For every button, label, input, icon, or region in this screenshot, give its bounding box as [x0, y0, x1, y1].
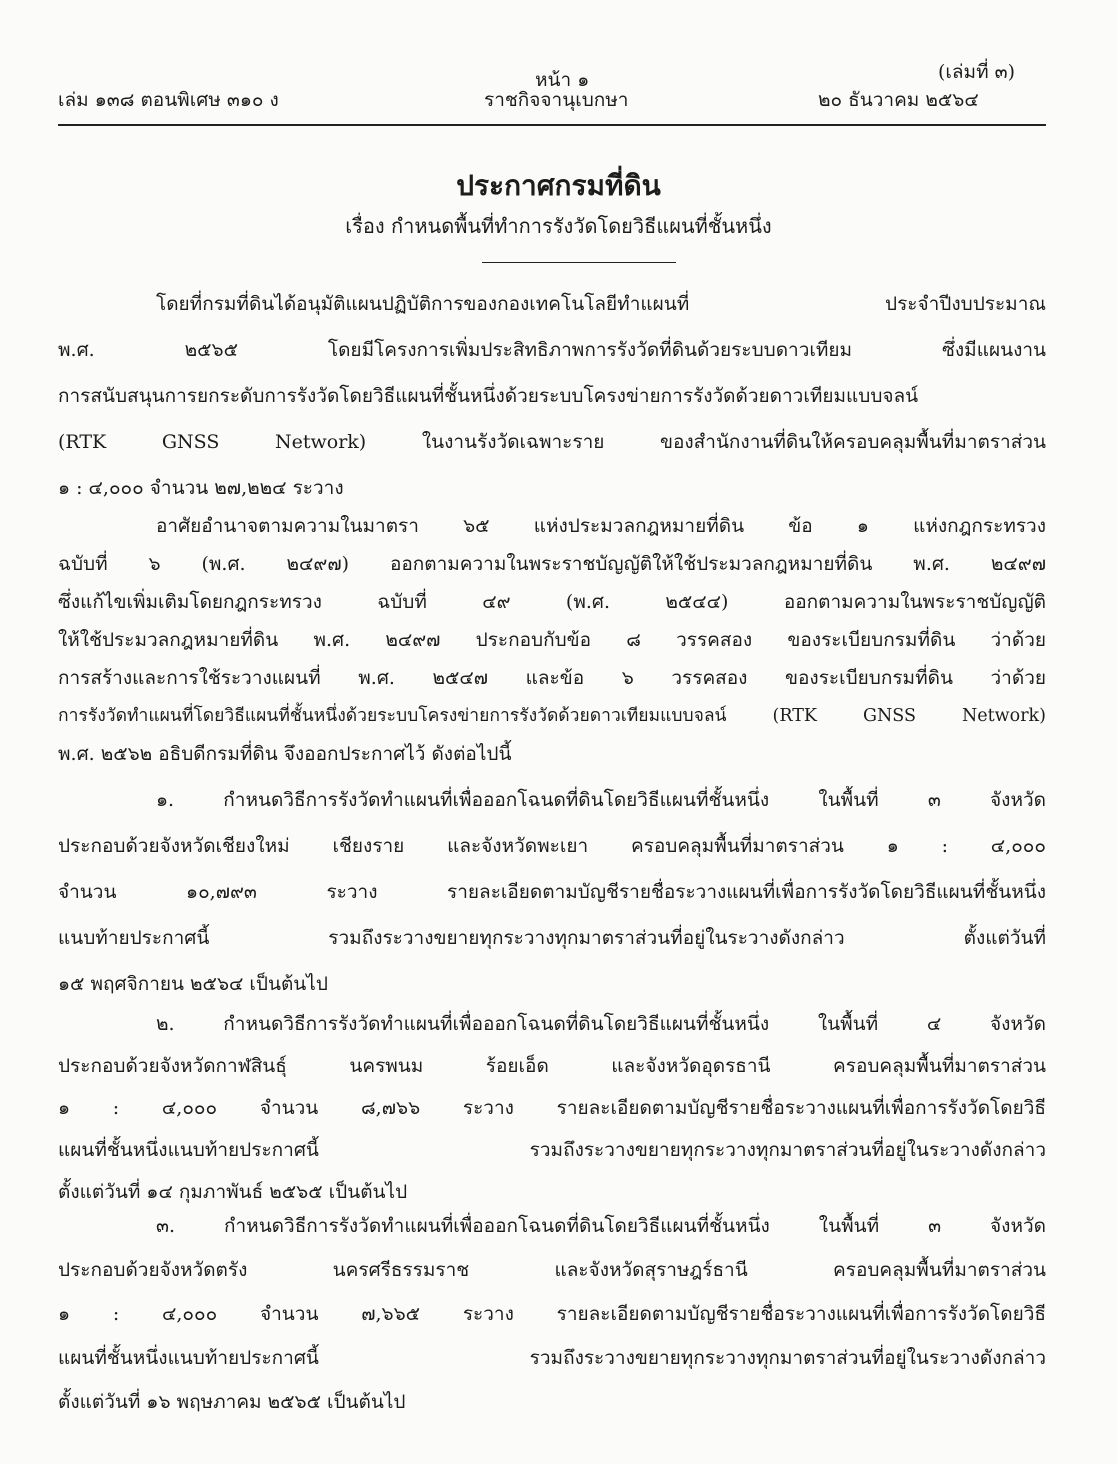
- clause-1-line: ประกอบด้วยจังหวัดเชียงใหม่ เชียงราย และจังหวัดพะเยา ครอบคลุมพื้นที่มาตราส่วน ๑ : ๔,๐๐๐: [58, 835, 1046, 857]
- clause-1-line: ๑. กำหนดวิธีการรังวัดทำแผนที่เพื่อออกโฉนดที่ดินโดยวิธีแผนที่ชั้นหนึ่ง ในพื้นที่ ๓ จังหวัด: [156, 789, 1046, 811]
- paragraph-line: ให้ใช้ประมวลกฎหมายที่ดิน พ.ศ. ๒๔๙๗ ประกอบกับข้อ ๘ วรรคสอง ของระเบียบกรมที่ดิน ว่าด้วย: [58, 629, 1046, 651]
- clause-3-line: ๓. กำหนดวิธีการรังวัดทำแผนที่เพื่อออกโฉนดที่ดินโดยวิธีแผนที่ชั้นหนึ่ง ในพื้นที่ ๓ จังหวัด: [156, 1215, 1046, 1237]
- clause-3-line: ประกอบด้วยจังหวัดตรัง นครศรีธรรมราช และจังหวัดสุราษฎร์ธานี ครอบคลุมพื้นที่มาตราส่วน: [58, 1259, 1046, 1281]
- publication-date: ๒๐ ธันวาคม ๒๕๖๔: [818, 89, 979, 111]
- paragraph-line: (RTK GNSS Network) ในงานรังวัดเฉพาะราย ของสำนักงานที่ดินให้ครอบคลุมพื้นที่มาตราส่วน: [58, 431, 1046, 453]
- clause-3-line: ตั้งแต่วันที่ ๑๖ พฤษภาคม ๒๕๖๕ เป็นต้นไป: [58, 1391, 406, 1413]
- issue-info: เล่ม ๑๓๘ ตอนพิเศษ ๓๑๐ ง: [58, 89, 279, 111]
- paragraph-line: การสร้างและการใช้ระวางแผนที่ พ.ศ. ๒๕๔๗ และข้อ ๖ วรรคสอง ของระเบียบกรมที่ดิน ว่าด้วย: [58, 667, 1046, 689]
- clause-3-line: ๑ : ๔,๐๐๐ จำนวน ๗,๖๖๕ ระวาง รายละเอียดตามบัญชีรายชื่อระวางแผนที่เพื่อการรังวัดโดยวิธี: [58, 1303, 1046, 1325]
- paragraph-line: ๑ : ๔,๐๐๐ จำนวน ๒๗,๒๒๔ ระวาง: [58, 477, 344, 499]
- paragraph-line: ฉบับที่ ๖ (พ.ศ. ๒๔๙๗) ออกตามความในพระราชบัญญัติให้ใช้ประมวลกฎหมายที่ดิน พ.ศ. ๒๔๙๗: [58, 553, 1046, 575]
- page-number: หน้า ๑: [535, 69, 590, 91]
- paragraph-line: พ.ศ. ๒๕๖๒ อธิบดีกรมที่ดิน จึงออกประกาศไว้ ดังต่อไปนี้: [58, 743, 512, 765]
- paragraph-line: โดยที่กรมที่ดินได้อนุมัติแผนปฏิบัติการของกองเทคโนโลยีทำแผนที่ ประจำปีงบประมาณ: [156, 293, 1046, 315]
- clause-2-line: ๒. กำหนดวิธีการรังวัดทำแผนที่เพื่อออกโฉนดที่ดินโดยวิธีแผนที่ชั้นหนึ่ง ในพื้นที่ ๔ จังหวัด: [156, 1013, 1046, 1035]
- clause-3-line: แผนที่ชั้นหนึ่งแนบท้ายประกาศนี้ รวมถึงระวางขยายทุกระวางทุกมาตราส่วนที่อยู่ในระวางดังกล่าว: [58, 1347, 1046, 1369]
- clause-2-line: ๑ : ๔,๐๐๐ จำนวน ๘,๗๖๖ ระวาง รายละเอียดตามบัญชีรายชื่อระวางแผนที่เพื่อการรังวัดโดยวิธี: [58, 1097, 1046, 1119]
- paragraph-line: พ.ศ. ๒๕๖๕ โดยมีโครงการเพิ่มประสิทธิภาพการรังวัดที่ดินด้วยระบบดาวเทียม ซึ่งมีแผนงาน: [58, 339, 1046, 361]
- paragraph-line: การรังวัดทำแผนที่โดยวิธีแผนที่ชั้นหนึ่งด้วยระบบโครงข่ายการรังวัดด้วยดาวเทียมแบบจลน์ (RTK GNSS Network): [58, 706, 1046, 726]
- clause-1-line: ๑๕ พฤศจิกายน ๒๕๖๔ เป็นต้นไป: [58, 973, 328, 995]
- volume-part: (เล่มที่ ๓): [938, 61, 1016, 83]
- clause-2-line: แผนที่ชั้นหนึ่งแนบท้ายประกาศนี้ รวมถึงระวางขยายทุกระวางทุกมาตราส่วนที่อยู่ในระวางดังกล่าว: [58, 1139, 1046, 1161]
- announcement-title: ประกาศกรมที่ดิน: [456, 169, 661, 202]
- gazette-name: ราชกิจจานุเบกษา: [484, 89, 629, 111]
- announcement-subject: เรื่อง กำหนดพื้นที่ทำการรังวัดโดยวิธีแผนที่ชั้นหนึ่ง: [345, 214, 772, 238]
- paragraph-line: การสนับสนุนการยกระดับการรังวัดโดยวิธีแผนที่ชั้นหนึ่งด้วยระบบโครงข่ายการรังวัดด้วยดาวเทียมแบบจลน์: [58, 385, 919, 407]
- clause-2-line: ตั้งแต่วันที่ ๑๔ กุมภาพันธ์ ๒๕๖๕ เป็นต้นไป: [58, 1181, 408, 1203]
- clause-2-line: ประกอบด้วยจังหวัดกาฬสินธุ์ นครพนม ร้อยเอ็ด และจังหวัดอุดรธานี ครอบคลุมพื้นที่มาตราส่วน: [58, 1055, 1046, 1077]
- paragraph-line: อาศัยอำนาจตามความในมาตรา ๖๕ แห่งประมวลกฎหมายที่ดิน ข้อ ๑ แห่งกฎกระทรวง: [156, 515, 1046, 537]
- paragraph-line: ซึ่งแก้ไขเพิ่มเติมโดยกฎกระทรวง ฉบับที่ ๔๙ (พ.ศ. ๒๕๔๔) ออกตามความในพระราชบัญญัติ: [58, 591, 1046, 613]
- clause-1-line: แนบท้ายประกาศนี้ รวมถึงระวางขยายทุกระวางทุกมาตราส่วนที่อยู่ในระวางดังกล่าว ตั้งแต่วันที่: [58, 927, 1046, 949]
- clause-1-line: จำนวน ๑๐,๗๙๓ ระวาง รายละเอียดตามบัญชีรายชื่อระวางแผนที่เพื่อการรังวัดโดยวิธีแผนที่ชั้นหนึ่ง: [58, 881, 1046, 903]
- title-rule: [482, 262, 676, 263]
- header-rule: [58, 124, 1046, 126]
